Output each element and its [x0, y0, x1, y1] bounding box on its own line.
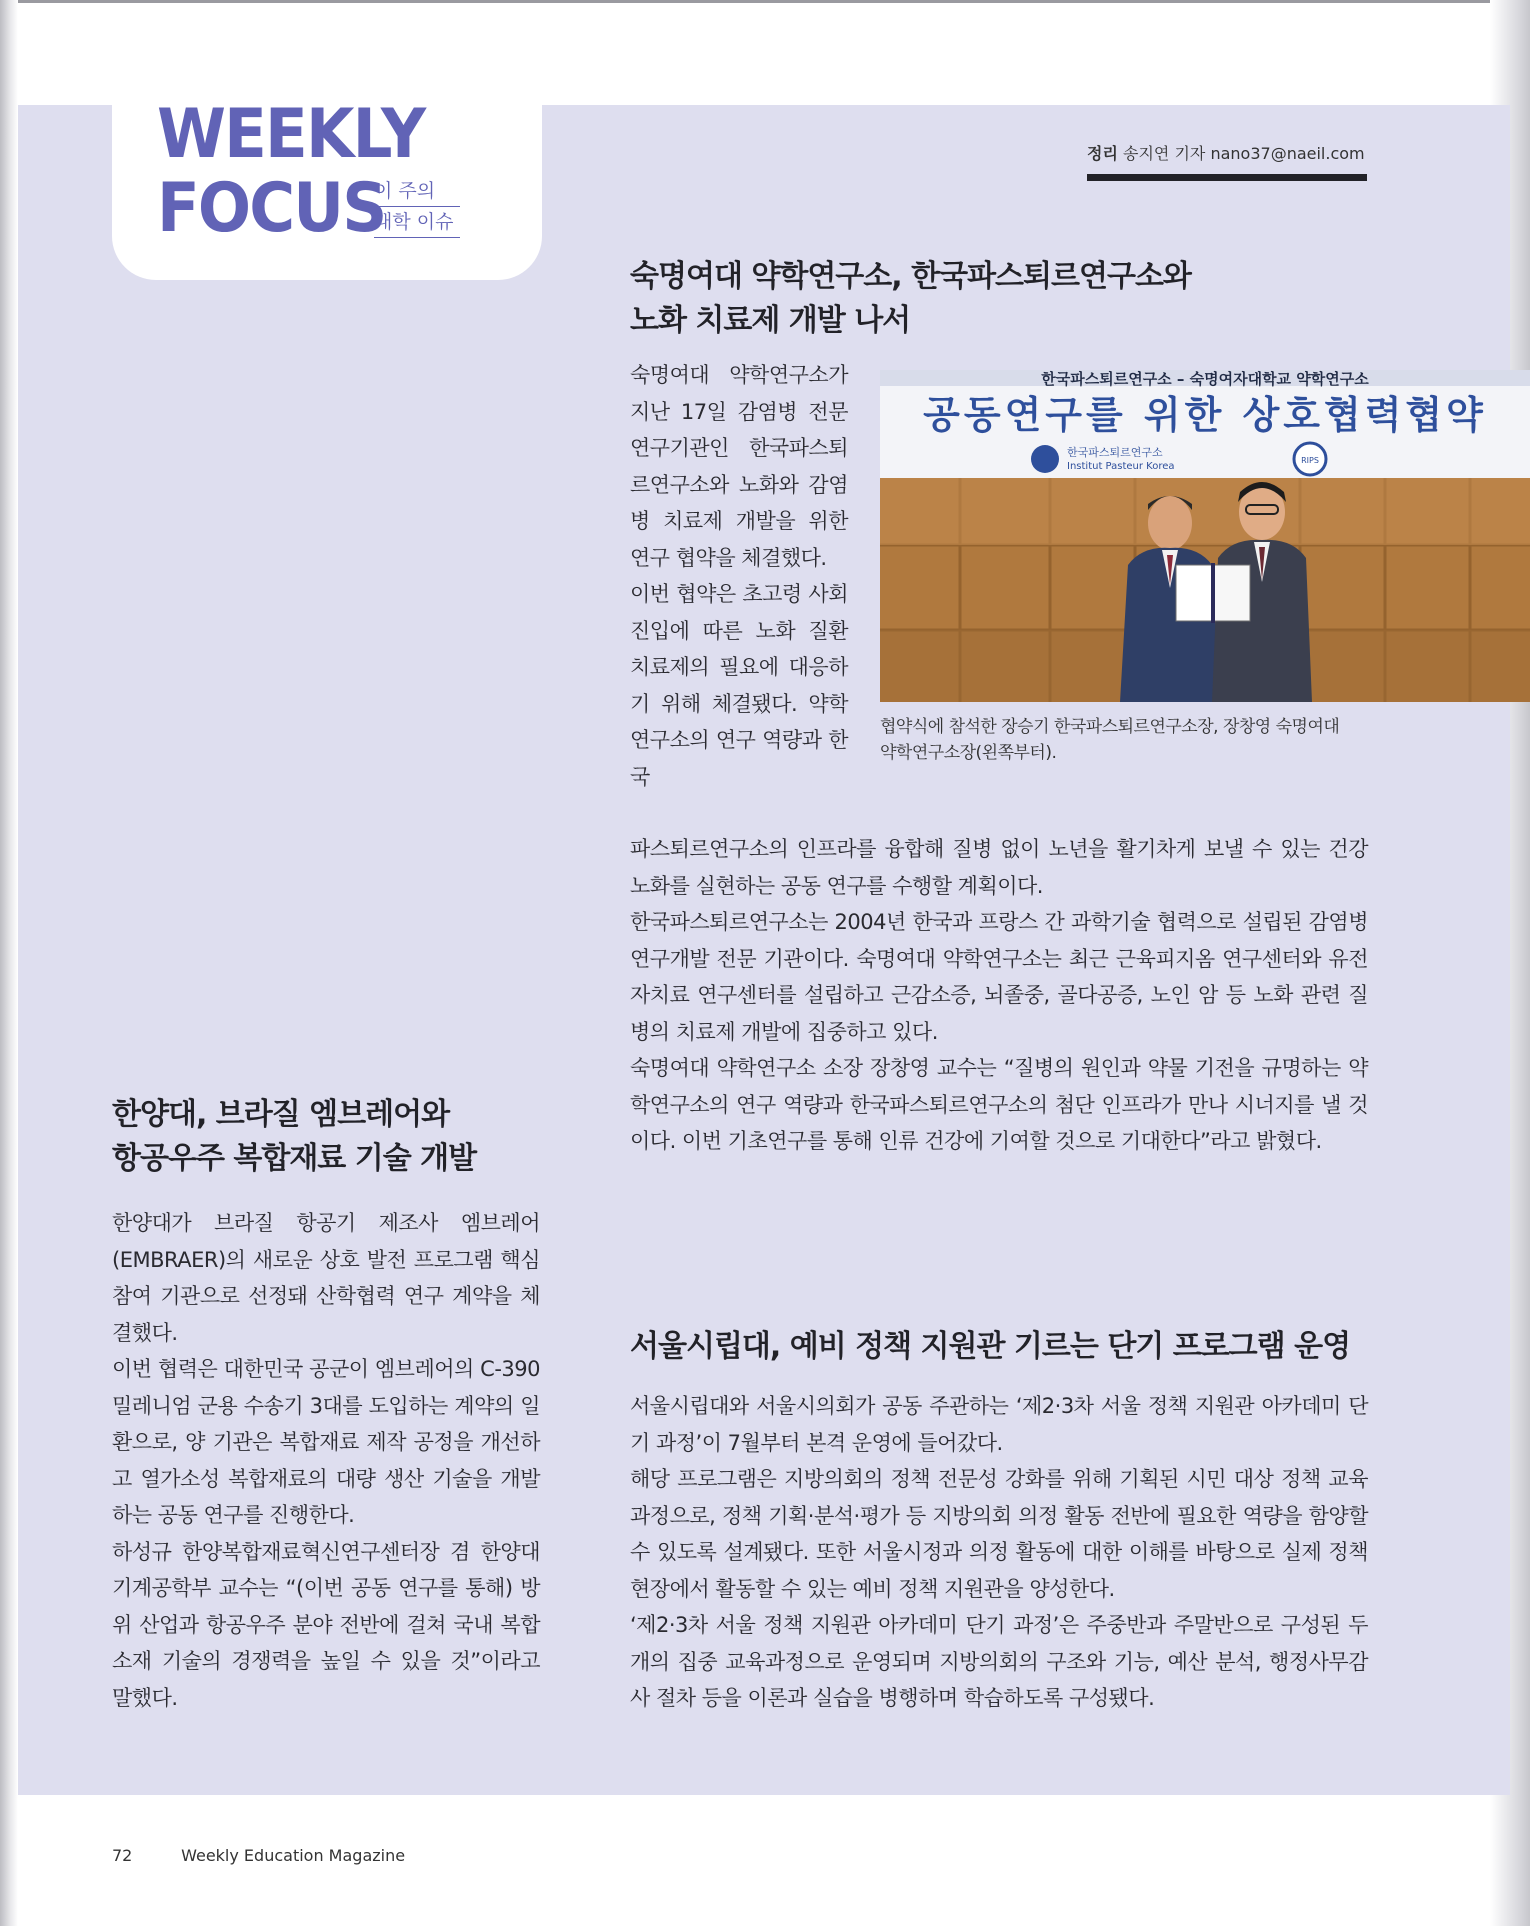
page-top-edge	[0, 0, 1530, 3]
byline-label: 정리	[1087, 144, 1118, 163]
article1-paragraph: 숙명여대 약학연구소 소장 장창영 교수는 “질병의 원인과 약물 기전을 규명하는 약학연구소의 연구 역량과 한국파스퇴르연구소의 첨단 인프라가 만나 시너지를 낼 것이다. 이번 기초연구를 통해 인류 건강에 기여할 것으로 기대한다”라고 밝혔다.	[630, 1056, 1368, 1153]
banner-top-text: 한국파스퇴르연구소 – 숙명여자대학교 약학연구소	[1041, 370, 1369, 388]
article1-title-line1: 숙명여대 약학연구소, 한국파스퇴르연구소와	[630, 259, 1191, 294]
article1-photo	[880, 370, 1530, 702]
article1-paragraph: 이번 협약은 초고령 사회 진입에 따른 노화 질환 치료제의 필요에 대응하기 위해 체결됐다. 약학연구소의 연구 역량과 한국	[630, 582, 848, 789]
article1-body-wide	[630, 831, 1368, 1160]
byline-text: 송지연 기자 nano37@naeil.com	[1123, 144, 1365, 163]
section-subtitle	[374, 176, 460, 238]
logo-text-fr: Institut Pasteur Korea	[1067, 461, 1175, 472]
article3-title: 서울시립대, 예비 정책 지원관 기르는 단기 프로그램 운영	[630, 1329, 1351, 1364]
article3-paragraph: 서울시립대와 서울시의회가 공동 주관하는 ‘제2·3차 서울 정책 지원관 아카데미 단기 과정’이 7월부터 본격 운영에 들어갔다.	[630, 1394, 1368, 1455]
article1-title	[630, 255, 1390, 343]
article1-photo-caption: 협약식에 참석한 장승기 한국파스퇴르연구소장, 장창영 숙명여대 약학연구소장(왼쪽부터).	[880, 717, 1340, 763]
article2-paragraph: 하성규 한양복합재료혁신연구센터장 겸 한양대 기계공학부 교수는 “(이번 공동 연구를 통해) 방위 산업과 항공우주 분야 전반에 걸쳐 국내 복합소재 기술의 경쟁력을 높일 수 있을 것”이라고 말했다.	[112, 1539, 540, 1710]
article2-title-line1: 한양대, 브라질 엠브레어와	[112, 1097, 450, 1132]
page-footer	[112, 1846, 405, 1865]
magazine-name: Weekly Education Magazine	[181, 1846, 406, 1865]
article2-paragraph: 한양대가 브라질 항공기 제조사 엠브레어(EMBRAER)의 새로운 상호 발전 프로그램 핵심 참여 기관으로 선정돼 산학협력 연구 계약을 체결했다.	[112, 1211, 540, 1345]
article2-body	[112, 1205, 540, 1716]
article1-paragraph: 파스퇴르연구소의 인프라를 융합해 질병 없이 노년을 활기차게 보낼 수 있는 건강 노화를 실현하는 공동 연구를 수행할 계획이다.	[630, 837, 1368, 898]
article1-paragraph: 숙명여대 약학연구소가 지난 17일 감염병 전문 연구기관인 한국파스퇴르연구소와 노화와 감염병 치료제 개발을 위한 연구 협약을 체결했다.	[630, 363, 848, 570]
agreement-document	[1176, 565, 1212, 621]
article2-title	[112, 1093, 572, 1181]
byline	[1087, 141, 1367, 181]
section-title-line1: WEEKLY	[157, 95, 425, 174]
section-subtitle-line1: 이 주의	[374, 176, 460, 207]
seal-text: RIPS	[1301, 456, 1319, 465]
article1-body-narrow	[630, 357, 848, 795]
article2-title-line2: 항공우주 복합재료 기술 개발	[112, 1141, 477, 1176]
banner-main-text: 공동연구를 위한 상호협력협약	[923, 393, 1487, 437]
signing-ceremony-image	[880, 370, 1530, 702]
article1-paragraph: 한국파스퇴르연구소는 2004년 한국과 프랑스 간 과학기술 협력으로 설립된 감염병 연구개발 전문 기관이다. 숙명여대 약학연구소는 최근 근육피지옴 연구센터와 유전자치료 연구센터를 설립하고 근감소증, 뇌졸중, 골다공증, 노인 암 등 노화 관련 질병의 치료제 개발에 집중하고 있다.	[630, 910, 1368, 1044]
section-subtitle-line2: 대학 이슈	[374, 207, 460, 238]
logo-text-ko: 한국파스퇴르연구소	[1067, 446, 1163, 459]
agreement-document	[1214, 565, 1250, 621]
pasteur-logo-icon	[1031, 445, 1059, 473]
section-title-line2: FOCUS	[157, 169, 386, 248]
article3-body	[630, 1388, 1368, 1717]
article3-paragraph: ‘제2·3차 서울 정책 지원관 아카데미 단기 과정’은 주중반과 주말반으로 구성된 두 개의 집중 교육과정으로 운영되며 지방의회의 구조와 기능, 예산 분석, 행정사무감사 절차 등을 이론과 실습을 병행하며 학습하도록 구성됐다.	[630, 1613, 1368, 1710]
page-binding-shadow	[0, 0, 18, 1926]
page-number: 72	[112, 1846, 133, 1865]
article1-title-line2: 노화 치료제 개발 나서	[630, 303, 911, 338]
article3-paragraph: 해당 프로그램은 지방의회의 정책 전문성 강화를 위해 기획된 시민 대상 정책 교육과정으로, 정책 기획·분석·평가 등 지방의회 의정 활동 전반에 필요한 역량을 함양할 수 있도록 설계됐다. 또한 서울시정과 의정 활동에 대한 이해를 바탕으로 실제 정책 현장에서 활동할 수 있는 예비 정책 지원관을 양성한다.	[630, 1467, 1368, 1601]
article2-paragraph: 이번 협력은 대한민국 공군이 엠브레어의 C-390 밀레니엄 군용 수송기 3대를 도입하는 계약의 일환으로, 양 기관은 복합재료 제작 공정을 개선하고 열가소성 복합재료의 대량 생산 기술을 개발하는 공동 연구를 진행한다.	[112, 1357, 540, 1527]
